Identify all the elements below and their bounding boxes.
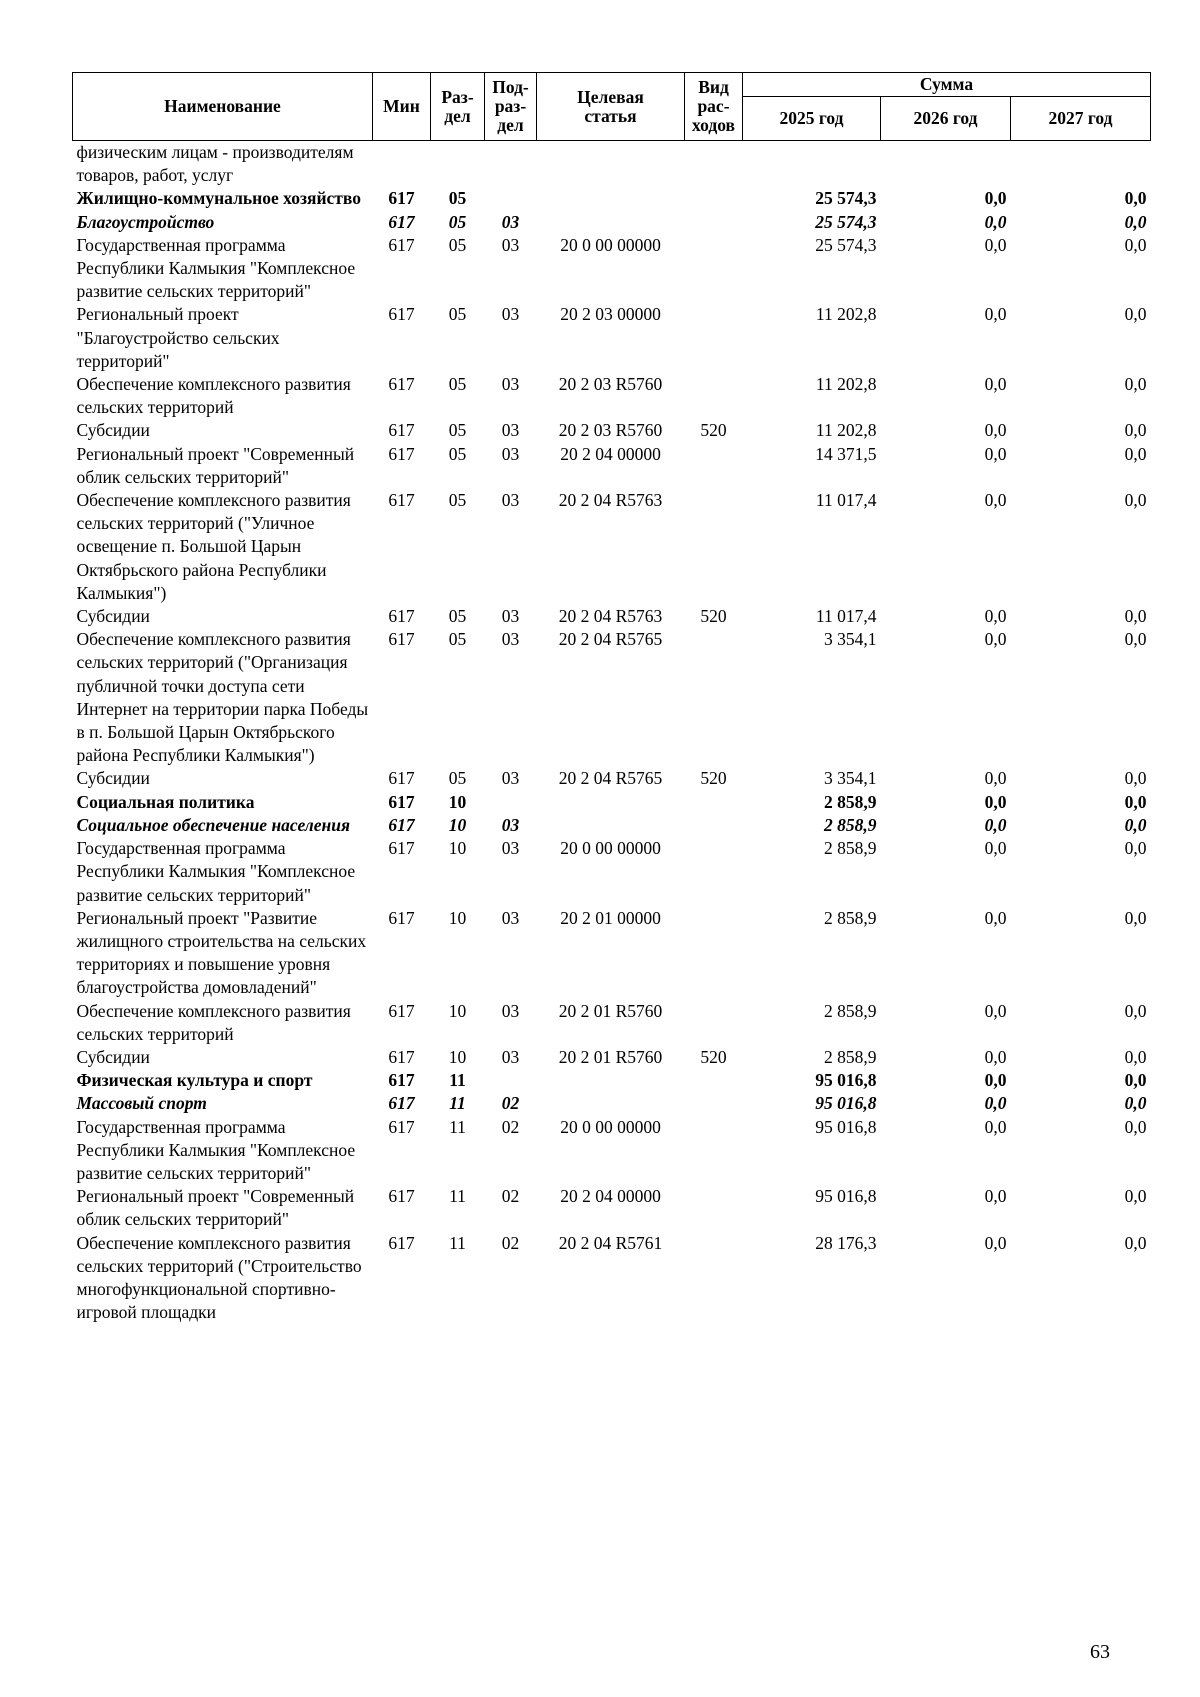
cell-sum-2026: 0,0 <box>984 768 1007 789</box>
cell-sum-2027: 0,0 <box>1124 606 1147 627</box>
table-row <box>73 1116 1151 1186</box>
cell-podrazdel: 03 <box>501 420 520 441</box>
cell-razdel: 05 <box>448 768 467 789</box>
cell-name: Государственная программа Республики Калмыкия "Комплексное развитие сельских территорий" <box>76 234 356 302</box>
cell-podrazdel <box>485 791 537 814</box>
header-razdel: Раз- дел <box>431 73 485 141</box>
cell-podrazdel <box>485 141 537 188</box>
header-name: Наименование <box>73 73 373 141</box>
cell-sum-2026: 0,0 <box>984 211 1007 232</box>
cell-min: 617 <box>388 211 415 232</box>
table-row <box>73 837 1151 907</box>
cell-vid-rashodov: 520 <box>700 768 727 789</box>
cell-sum-2025: 3 354,1 <box>824 629 877 650</box>
cell-vid-rashodov <box>685 628 743 767</box>
cell-sum-2027: 0,0 <box>1124 304 1147 325</box>
cell-celevaya-statya <box>537 814 685 837</box>
cell-razdel: 11 <box>449 1116 466 1137</box>
table-row <box>73 373 1151 419</box>
cell-sum-2025 <box>743 141 881 188</box>
cell-sum-2027: 0,0 <box>1124 1093 1147 1114</box>
cell-celevaya-statya: 20 2 03 R5760 <box>558 420 663 441</box>
cell-sum-2026: 0,0 <box>984 1232 1007 1253</box>
cell-vid-rashodov <box>685 303 743 373</box>
cell-sum-2025: 11 202,8 <box>815 304 877 325</box>
cell-podrazdel: 03 <box>501 629 520 650</box>
cell-razdel: 10 <box>448 1000 467 1021</box>
cell-sum-2026 <box>881 141 1011 188</box>
cell-vid-rashodov <box>685 1116 743 1186</box>
cell-vid-rashodov <box>685 1185 743 1231</box>
cell-celevaya-statya: 20 2 04 00000 <box>560 443 661 464</box>
cell-min: 617 <box>388 814 415 835</box>
cell-name: Обеспечение комплексного развития сельских территорий ("Строительство многофункциональной спортивно-игровой площадки <box>76 1232 362 1323</box>
cell-name: Массовый спорт <box>76 1093 207 1114</box>
cell-name: Жилищно-коммунальное хозяйство <box>76 188 361 209</box>
cell-name: Государственная программа Республики Калмыкия "Комплексное развитие сельских территорий" <box>76 1116 356 1183</box>
table-row <box>73 1185 1151 1231</box>
cell-sum-2026: 0,0 <box>984 814 1007 835</box>
cell-celevaya-statya: 20 2 04 R5761 <box>558 1232 663 1253</box>
cell-sum-2025: 11 202,8 <box>815 420 877 441</box>
cell-min: 617 <box>388 1186 415 1207</box>
cell-vid-rashodov <box>685 1232 743 1327</box>
table-row <box>73 1232 1151 1327</box>
cell-name: Обеспечение комплексного развития сельских территорий ("Уличное освещение п. Большой Царын Октябрьского района Республики Калмыкия") <box>76 490 351 603</box>
cell-razdel: 05 <box>448 490 467 511</box>
cell-name: Субсидии <box>76 1046 150 1067</box>
table-header <box>73 73 1151 141</box>
table-row <box>73 211 1151 234</box>
cell-sum-2026: 0,0 <box>984 629 1007 650</box>
header-summa: Сумма <box>743 73 1151 97</box>
cell-name: Региональный проект "Современный облик сельских территорий" <box>76 443 355 487</box>
cell-sum-2026: 0,0 <box>984 420 1007 441</box>
cell-min: 617 <box>388 1116 415 1137</box>
header-vid-rashodov: Вид рас- ходов <box>685 73 743 141</box>
cell-celevaya-statya: 20 2 04 R5763 <box>558 606 663 627</box>
header-min: Мин <box>373 73 431 141</box>
cell-sum-2027: 0,0 <box>1124 1186 1147 1207</box>
cell-min: 617 <box>388 791 415 812</box>
cell-sum-2027: 0,0 <box>1124 768 1147 789</box>
table-row <box>73 1046 1151 1069</box>
cell-name: Региональный проект "Развитие жилищного строительства на сельских территориях и повышение уровня благоустройства домовладений" <box>76 907 367 998</box>
cell-podrazdel <box>485 1069 537 1092</box>
cell-sum-2026: 0,0 <box>984 1093 1007 1114</box>
cell-razdel: 05 <box>448 374 467 395</box>
header-year-2026: 2026 год <box>881 97 1011 141</box>
cell-podrazdel: 03 <box>501 234 520 255</box>
cell-sum-2025: 11 017,4 <box>815 490 877 511</box>
cell-sum-2027: 0,0 <box>1124 907 1147 928</box>
cell-sum-2027: 0,0 <box>1124 443 1147 464</box>
cell-sum-2026: 0,0 <box>984 1070 1007 1091</box>
budget-table <box>72 72 1151 1326</box>
cell-min: 617 <box>388 606 415 627</box>
cell-podrazdel: 03 <box>501 490 520 511</box>
cell-celevaya-statya: 20 2 01 R5760 <box>558 1000 663 1021</box>
cell-name: Региональный проект "Современный облик сельских территорий" <box>76 1186 355 1230</box>
cell-min: 617 <box>388 768 415 789</box>
cell-celevaya-statya: 20 2 04 R5765 <box>558 768 663 789</box>
cell-sum-2026: 0,0 <box>984 1186 1007 1207</box>
cell-vid-rashodov <box>685 1092 743 1115</box>
cell-sum-2026: 0,0 <box>984 1000 1007 1021</box>
cell-razdel: 11 <box>449 1093 466 1114</box>
cell-name: Социальное обеспечение населения <box>76 814 350 835</box>
table-row <box>73 767 1151 790</box>
cell-sum-2026: 0,0 <box>984 304 1007 325</box>
header-celevaya-statya: Целевая статья <box>537 73 685 141</box>
cell-sum-2025: 2 858,9 <box>824 814 877 835</box>
cell-name: Физическая культура и спорт <box>76 1070 313 1091</box>
cell-celevaya-statya <box>537 211 685 234</box>
cell-vid-rashodov: 520 <box>700 420 727 441</box>
cell-vid-rashodov <box>685 1069 743 1092</box>
cell-sum-2025: 2 858,9 <box>824 791 877 812</box>
cell-celevaya-statya: 20 2 01 R5760 <box>558 1046 663 1067</box>
cell-celevaya-statya <box>537 187 685 210</box>
cell-podrazdel: 03 <box>501 1046 520 1067</box>
cell-min: 617 <box>388 1046 415 1067</box>
cell-celevaya-statya: 20 0 00 00000 <box>560 838 661 859</box>
cell-sum-2025: 11 017,4 <box>815 606 877 627</box>
cell-sum-2027: 0,0 <box>1124 1070 1147 1091</box>
cell-podrazdel: 03 <box>501 1000 520 1021</box>
cell-min: 617 <box>388 1070 415 1091</box>
cell-razdel: 10 <box>448 814 467 835</box>
cell-podrazdel: 02 <box>501 1232 520 1253</box>
cell-min: 617 <box>388 490 415 511</box>
cell-sum-2026: 0,0 <box>984 443 1007 464</box>
cell-min: 617 <box>388 304 415 325</box>
cell-name: Государственная программа Республики Калмыкия "Комплексное развитие сельских территорий" <box>76 838 356 905</box>
cell-razdel: 05 <box>448 420 467 441</box>
cell-razdel: 11 <box>449 1186 466 1207</box>
cell-min: 617 <box>388 234 415 255</box>
cell-celevaya-statya: 20 2 01 00000 <box>560 907 661 928</box>
cell-celevaya-statya: 20 0 00 00000 <box>560 1116 661 1137</box>
cell-name: Субсидии <box>76 606 150 627</box>
cell-sum-2025: 2 858,9 <box>824 907 877 928</box>
cell-podrazdel: 02 <box>501 1186 520 1207</box>
cell-vid-rashodov: 520 <box>700 606 727 627</box>
cell-min: 617 <box>388 1232 415 1253</box>
cell-vid-rashodov <box>685 187 743 210</box>
cell-podrazdel <box>485 187 537 210</box>
cell-podrazdel: 03 <box>501 838 520 859</box>
table-row <box>73 303 1151 373</box>
cell-sum-2027: 0,0 <box>1124 1000 1147 1021</box>
cell-sum-2027: 0,0 <box>1124 1116 1147 1137</box>
cell-podrazdel: 03 <box>501 768 520 789</box>
cell-min: 617 <box>388 1093 415 1114</box>
cell-name: Региональный проект "Благоустройство сельских территорий" <box>76 304 280 371</box>
cell-razdel: 05 <box>448 443 467 464</box>
table-body <box>73 141 1151 1327</box>
cell-vid-rashodov <box>685 211 743 234</box>
cell-celevaya-statya: 20 2 04 00000 <box>560 1186 661 1207</box>
cell-name: Благоустройство <box>76 211 215 232</box>
cell-vid-rashodov <box>685 814 743 837</box>
cell-sum-2025: 95 016,8 <box>815 1070 877 1091</box>
cell-sum-2025: 95 016,8 <box>815 1116 877 1137</box>
cell-min: 617 <box>388 420 415 441</box>
cell-razdel: 05 <box>448 234 467 255</box>
cell-razdel: 11 <box>449 1070 466 1091</box>
cell-sum-2027: 0,0 <box>1124 420 1147 441</box>
cell-vid-rashodov <box>685 489 743 605</box>
cell-sum-2026: 0,0 <box>984 234 1007 255</box>
cell-podrazdel: 03 <box>501 814 520 835</box>
cell-sum-2025: 95 016,8 <box>815 1186 877 1207</box>
cell-vid-rashodov <box>685 907 743 1000</box>
cell-min <box>373 141 431 188</box>
cell-sum-2025: 25 574,3 <box>815 188 877 209</box>
cell-sum-2027: 0,0 <box>1124 791 1147 812</box>
cell-vid-rashodov <box>685 837 743 907</box>
cell-razdel: 10 <box>448 791 467 812</box>
cell-celevaya-statya: 20 2 04 R5765 <box>558 629 663 650</box>
cell-sum-2025: 28 176,3 <box>815 1232 877 1253</box>
cell-sum-2027: 0,0 <box>1124 814 1147 835</box>
cell-celevaya-statya: 20 2 03 R5760 <box>558 374 663 395</box>
cell-sum-2027: 0,0 <box>1124 1232 1147 1253</box>
table-row <box>73 1000 1151 1046</box>
cell-sum-2027 <box>1011 141 1151 188</box>
cell-razdel: 10 <box>448 838 467 859</box>
cell-podrazdel: 03 <box>501 606 520 627</box>
cell-celevaya-statya <box>537 141 685 188</box>
cell-min: 617 <box>388 374 415 395</box>
cell-sum-2027: 0,0 <box>1124 374 1147 395</box>
table-row <box>73 187 1151 210</box>
cell-razdel: 05 <box>448 211 467 232</box>
cell-sum-2026: 0,0 <box>984 606 1007 627</box>
cell-sum-2025: 2 858,9 <box>824 1000 877 1021</box>
table-row <box>73 234 1151 304</box>
cell-name: Субсидии <box>76 420 150 441</box>
table-row <box>73 907 1151 1000</box>
cell-podrazdel: 02 <box>501 1093 520 1114</box>
cell-min: 617 <box>388 838 415 859</box>
cell-sum-2025: 11 202,8 <box>815 374 877 395</box>
cell-name: Социальная политика <box>76 791 255 812</box>
cell-celevaya-statya <box>537 1069 685 1092</box>
cell-min: 617 <box>388 1000 415 1021</box>
cell-min: 617 <box>388 629 415 650</box>
table-row <box>73 419 1151 442</box>
cell-sum-2026: 0,0 <box>984 907 1007 928</box>
page-number: 63 <box>1090 1641 1110 1663</box>
cell-sum-2027: 0,0 <box>1124 838 1147 859</box>
cell-vid-rashodov: 520 <box>700 1046 727 1067</box>
cell-sum-2027: 0,0 <box>1124 234 1147 255</box>
cell-vid-rashodov <box>685 234 743 304</box>
cell-name: Обеспечение комплексного развития сельских территорий <box>76 1000 351 1044</box>
cell-sum-2026: 0,0 <box>984 374 1007 395</box>
cell-razdel: 05 <box>448 304 467 325</box>
cell-name: физическим лицам - производителям товаров, работ, услуг <box>76 142 354 186</box>
cell-sum-2027: 0,0 <box>1124 211 1147 232</box>
cell-celevaya-statya <box>537 1092 685 1115</box>
cell-celevaya-statya <box>537 791 685 814</box>
cell-celevaya-statya: 20 0 00 00000 <box>560 234 661 255</box>
cell-razdel: 11 <box>449 1232 466 1253</box>
cell-vid-rashodov <box>685 1000 743 1046</box>
cell-razdel: 10 <box>448 1046 467 1067</box>
cell-sum-2025: 95 016,8 <box>815 1093 877 1114</box>
cell-vid-rashodov <box>685 443 743 489</box>
cell-sum-2026: 0,0 <box>984 490 1007 511</box>
cell-min: 617 <box>388 443 415 464</box>
table-row <box>73 628 1151 767</box>
header-podrazdel: Под- раз- дел <box>485 73 537 141</box>
cell-razdel <box>431 141 485 188</box>
cell-sum-2027: 0,0 <box>1124 188 1147 209</box>
cell-razdel: 05 <box>448 629 467 650</box>
table-row <box>73 791 1151 814</box>
cell-sum-2025: 25 574,3 <box>815 211 877 232</box>
cell-sum-2026: 0,0 <box>984 188 1007 209</box>
cell-vid-rashodov <box>685 141 743 188</box>
cell-celevaya-statya: 20 2 03 00000 <box>560 304 661 325</box>
cell-podrazdel: 03 <box>501 907 520 928</box>
table-row <box>73 1092 1151 1115</box>
cell-podrazdel: 02 <box>501 1116 520 1137</box>
cell-sum-2027: 0,0 <box>1124 629 1147 650</box>
cell-sum-2027: 0,0 <box>1124 1046 1147 1067</box>
cell-name: Обеспечение комплексного развития сельских территорий ("Организация публичной точки доступа сети Интернет на территории парка Победы в п. Большой Царын Октябрьского района Республики Калмыкия") <box>76 629 369 766</box>
document-page <box>72 72 1150 1326</box>
cell-vid-rashodov <box>685 373 743 419</box>
cell-podrazdel: 03 <box>501 211 520 232</box>
cell-sum-2025: 2 858,9 <box>824 838 877 859</box>
cell-sum-2025: 14 371,5 <box>815 443 877 464</box>
cell-min: 617 <box>388 188 415 209</box>
cell-celevaya-statya: 20 2 04 R5763 <box>558 490 663 511</box>
table-row <box>73 141 1151 188</box>
cell-sum-2025: 2 858,9 <box>824 1046 877 1067</box>
cell-sum-2026: 0,0 <box>984 791 1007 812</box>
cell-razdel: 05 <box>448 606 467 627</box>
cell-razdel: 10 <box>448 907 467 928</box>
cell-vid-rashodov <box>685 791 743 814</box>
cell-razdel: 05 <box>448 188 467 209</box>
table-row <box>73 489 1151 605</box>
table-row <box>73 443 1151 489</box>
cell-podrazdel: 03 <box>501 443 520 464</box>
table-row <box>73 605 1151 628</box>
header-year-2027: 2027 год <box>1011 97 1151 141</box>
cell-name: Субсидии <box>76 768 150 789</box>
table-row <box>73 814 1151 837</box>
cell-sum-2025: 3 354,1 <box>824 768 877 789</box>
table-row <box>73 1069 1151 1092</box>
cell-podrazdel: 03 <box>501 374 520 395</box>
cell-sum-2025: 25 574,3 <box>815 234 877 255</box>
cell-min: 617 <box>388 907 415 928</box>
cell-name: Обеспечение комплексного развития сельских территорий <box>76 374 351 418</box>
cell-sum-2026: 0,0 <box>984 1046 1007 1067</box>
cell-sum-2026: 0,0 <box>984 838 1007 859</box>
cell-sum-2027: 0,0 <box>1124 490 1147 511</box>
cell-podrazdel: 03 <box>501 304 520 325</box>
header-year-2025: 2025 год <box>743 97 881 141</box>
cell-sum-2026: 0,0 <box>984 1116 1007 1137</box>
